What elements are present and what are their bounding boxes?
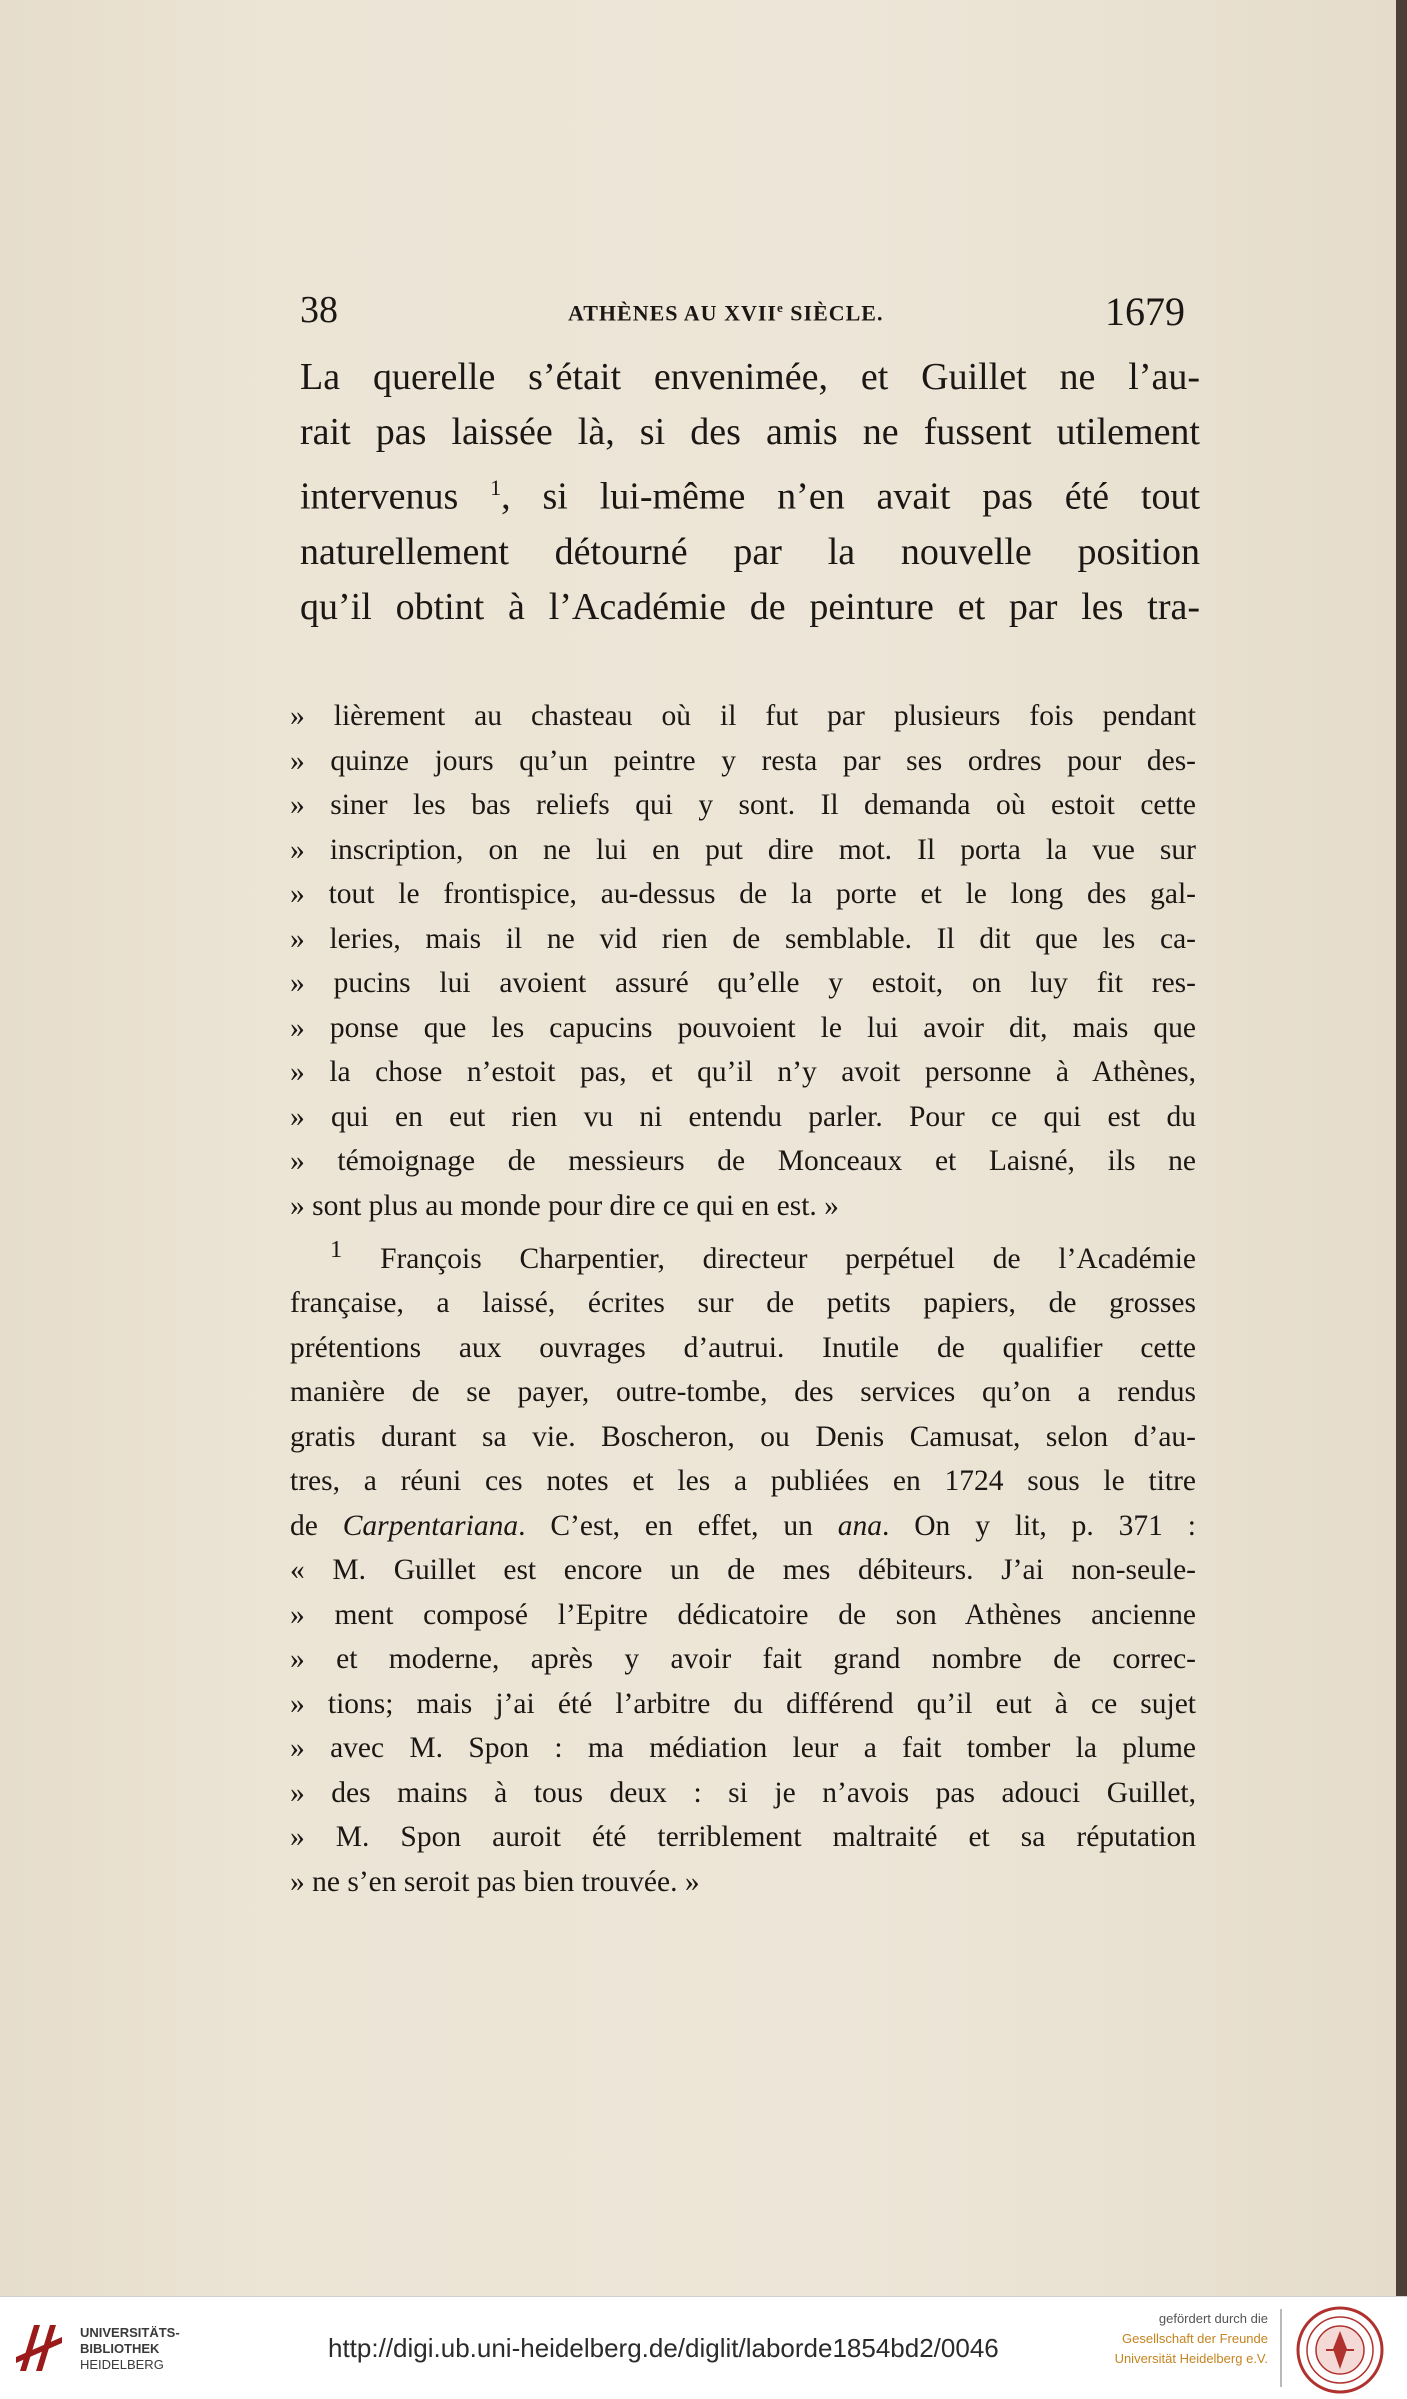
- footnote-quote-line: » ne s’en seroit pas bien trouvée. »: [290, 1865, 700, 1898]
- main-line: La querelle s’était envenimée, et Guillet ne l’au-: [300, 356, 1200, 398]
- italic-title: Carpentariana: [342, 1509, 519, 1542]
- footnote-line: de Carpentariana. C’est, en effet, un ana. On y lit, p. 371 :: [290, 1509, 1196, 1542]
- library-name: UNIVERSITÄTS- BIBLIOTHEK HEIDELBERG: [80, 2325, 180, 2372]
- page-number: 38: [300, 289, 338, 331]
- footnote-quote-line: » des mains à tous deux : si je n’avois pas adouci Guillet,: [290, 1776, 1196, 1809]
- quote-line: » témoignage de messieurs de Monceaux et Laisné, ils ne: [290, 1145, 1196, 1177]
- footnote-line: française, a laissé, écrites sur de petits papiers, de grosses: [290, 1287, 1196, 1320]
- footnote-line: gratis durant sa vie. Boscheron, ou Denis Camusat, selon d’au-: [290, 1420, 1196, 1453]
- footer-divider: [1280, 2309, 1282, 2387]
- footnote-quote-line: » et moderne, après y avoir fait grand nombre de correc-: [290, 1643, 1196, 1676]
- running-header: [300, 288, 1185, 344]
- university-library-logo-icon[interactable]: [14, 2317, 66, 2379]
- scan-edge: [1396, 0, 1407, 2296]
- footnote-quote-line: » ment composé l’Epitre dédicatoire de son Athènes ancienne: [290, 1598, 1196, 1631]
- quoted-passage: [290, 694, 1196, 1228]
- footnote-quote-line: « M. Guillet est encore un de mes débiteurs. J’ai non-seule-: [290, 1554, 1196, 1587]
- footnote-line: $^1$ François Charpentier, directeur perpétuel de l’Académie: [330, 1236, 1196, 1275]
- footnote-line: manière de se payer, outre-tombe, des services qu’on a rendus: [290, 1376, 1196, 1409]
- quote-line: » lièrement au chasteau où il fut par plusieurs fois pendant: [290, 700, 1196, 732]
- quote-line: » inscription, on ne lui en put dire mot. Il porta la vue sur: [290, 833, 1196, 866]
- quote-line: » siner les bas reliefs qui y sont. Il demanda où estoit cette: [290, 789, 1196, 821]
- footnote-reference: 1: [490, 475, 502, 500]
- quote-line: » ponse que les capucins pouvoient le lui avoir dit, mais que: [290, 1011, 1196, 1044]
- main-paragraph: [300, 350, 1200, 635]
- italic-term: ana: [837, 1509, 882, 1542]
- quote-line: » la chose n’estoit pas, et qu’il n’y avoit personne à Athènes,: [290, 1056, 1196, 1088]
- main-line: naturellement détourné par la nouvelle position: [300, 530, 1200, 573]
- header-year: 1679: [1105, 289, 1185, 334]
- footnote-marker: 1: [330, 1236, 343, 1263]
- permalink-url[interactable]: http://digi.ub.uni-heidelberg.de/diglit/laborde1854bd2/0046: [328, 2333, 999, 2363]
- main-line: intervenus $^1$, si lui-même n’en avait pas été tout: [300, 475, 1201, 518]
- footnote-quote-line: » tions; mais j’ai été l’arbitre du différend qu’il eut à ce sujet: [290, 1687, 1196, 1720]
- university-seal-icon[interactable]: [1295, 2305, 1385, 2395]
- footnote-line: tres, a réuni ces notes et les a publiées en 1724 sous le titre: [290, 1465, 1196, 1498]
- footer-bar: [0, 2296, 1407, 2399]
- quote-line: » tout le frontispice, au-dessus de la porte et le long des gal-: [290, 878, 1196, 910]
- sponsor-text: gefördert durch die Gesellschaft der Freunde Universität Heidelberg e.V.: [1114, 2311, 1268, 2366]
- footnote: [290, 1228, 1196, 1904]
- footnote-quote-line: » avec M. Spon : ma médiation leur a fait tomber la plume: [290, 1732, 1196, 1765]
- quote-line: » quinze jours qu’un peintre y resta par ses ordres pour des-: [290, 744, 1196, 777]
- main-line: qu’il obtint à l’Académie de peinture et par les tra-: [300, 585, 1200, 628]
- main-line: rait pas laissée là, si des amis ne fussent utilement: [300, 411, 1200, 453]
- quote-line: » sont plus au monde pour dire ce qui en est. »: [290, 1189, 839, 1222]
- quote-line: » pucins lui avoient assuré qu’elle y estoit, on luy fit res-: [290, 967, 1196, 999]
- footnote-line: prétentions aux ouvrages d’autrui. Inutile de qualifier cette: [290, 1331, 1196, 1364]
- running-title: ATHÈNES AU XVIIe SIÈCLE.: [568, 300, 884, 326]
- quote-line: » leries, mais il ne vid rien de semblable. Il dit que les ca-: [290, 922, 1196, 955]
- footnote-quote-line: » M. Spon auroit été terriblement maltraité et sa réputation: [290, 1821, 1196, 1854]
- quote-line: » qui en eut rien vu ni entendu parler. Pour ce qui est du: [290, 1100, 1196, 1133]
